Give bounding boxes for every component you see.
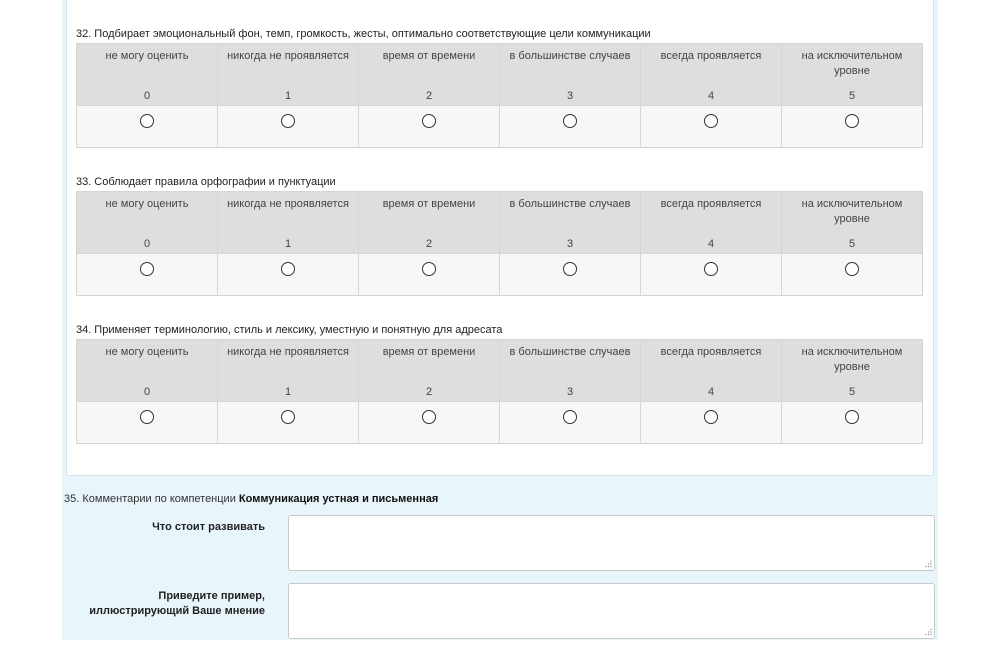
question-number: 33. (76, 176, 92, 188)
scale-header-cell (782, 340, 923, 402)
scale-label: никогда не проявляется (227, 50, 349, 62)
question-title (76, 27, 923, 43)
question-title (76, 175, 923, 191)
scale-value: 5 (848, 386, 856, 398)
question-number: 34. (76, 324, 92, 336)
scale-label: время от времени (382, 198, 476, 210)
question-number: 32. (76, 28, 92, 40)
radio-cell (77, 402, 218, 444)
scale-label: на исключительном уровне (801, 346, 903, 373)
scale-header-cell (359, 192, 500, 254)
radio-cell (218, 402, 359, 444)
scale-header-cell (218, 44, 359, 106)
radio-cell (500, 402, 641, 444)
question-text: Соблюдает правила орфографии и пунктуации (94, 176, 336, 188)
radio-cell (218, 254, 359, 296)
scale-header-cell (500, 340, 641, 402)
scale-label: не могу оценить (105, 198, 189, 210)
scale-header-cell (782, 44, 923, 106)
radio-cell (641, 106, 782, 148)
radio-cell (359, 106, 500, 148)
scale-value: 3 (566, 238, 574, 250)
question-33 (76, 175, 923, 296)
scale-header-cell (359, 44, 500, 106)
scale-value: 2 (425, 238, 433, 250)
rating-radio-2[interactable] (422, 262, 436, 276)
scale-value: 0 (143, 386, 151, 398)
radio-cell (359, 402, 500, 444)
scale-value: 1 (284, 238, 292, 250)
scale-value: 3 (566, 90, 574, 102)
radio-cell (500, 106, 641, 148)
rating-radio-2[interactable] (422, 114, 436, 128)
field-label-line1: Приведите пример, (158, 590, 265, 602)
rating-radio-1[interactable] (281, 410, 295, 424)
scale-label: никогда не проявляется (227, 346, 349, 358)
scale-label: не могу оценить (105, 346, 189, 358)
field-label-line2: иллюстрирующий Ваше мнение (89, 605, 265, 617)
develop-textarea[interactable] (288, 515, 935, 571)
rating-radio-5[interactable] (845, 410, 859, 424)
rating-radio-5[interactable] (845, 262, 859, 276)
rating-scale-table (76, 339, 923, 444)
comments-title (64, 493, 936, 507)
scale-label: в большинстве случаев (509, 346, 631, 358)
rating-scale-table (76, 191, 923, 296)
rating-scale-table (76, 43, 923, 148)
scale-value: 1 (284, 386, 292, 398)
scale-value: 5 (848, 90, 856, 102)
rating-radio-5[interactable] (845, 114, 859, 128)
scale-label: на исключительном уровне (801, 198, 903, 225)
rating-radio-4[interactable] (704, 114, 718, 128)
scale-label: не могу оценить (105, 50, 189, 62)
scale-header-cell (641, 192, 782, 254)
scale-value: 4 (707, 238, 715, 250)
scale-value: 0 (143, 90, 151, 102)
scale-header-cell (77, 44, 218, 106)
radio-cell (641, 254, 782, 296)
example-textarea[interactable] (288, 583, 935, 639)
scale-value: 5 (848, 238, 856, 250)
scale-label: время от времени (382, 346, 476, 358)
competency-name: Коммуникация устная и письменная (238, 493, 439, 505)
rating-radio-3[interactable] (563, 410, 577, 424)
resize-grip-icon[interactable] (924, 628, 932, 636)
scale-header-cell (641, 340, 782, 402)
field-label-text: Что стоит развивать (152, 521, 265, 533)
radio-cell (359, 254, 500, 296)
rating-radio-0[interactable] (140, 114, 154, 128)
scale-value: 1 (284, 90, 292, 102)
radio-cell (782, 402, 923, 444)
scale-header-cell (782, 192, 923, 254)
rating-radio-4[interactable] (704, 262, 718, 276)
rating-radio-0[interactable] (140, 262, 154, 276)
develop-field-label (65, 520, 265, 535)
scale-value: 4 (707, 90, 715, 102)
scale-header-cell (500, 192, 641, 254)
radio-cell (77, 106, 218, 148)
scale-label: в большинстве случаев (509, 50, 631, 62)
example-field-label (65, 589, 265, 619)
radio-cell (500, 254, 641, 296)
radio-cell (218, 106, 359, 148)
rating-radio-2[interactable] (422, 410, 436, 424)
scale-label: всегда проявляется (660, 198, 762, 210)
radio-cell (77, 254, 218, 296)
question-text: Подбирает эмоциональный фон, темп, громкость, жесты, оптимально соответствующие цели коммуникации (94, 28, 651, 40)
scale-header-cell (500, 44, 641, 106)
question-title (76, 323, 923, 339)
scale-value: 0 (143, 238, 151, 250)
comments-section (64, 493, 936, 507)
scale-header-cell (77, 340, 218, 402)
rating-radio-1[interactable] (281, 114, 295, 128)
radio-cell (782, 254, 923, 296)
scale-label: всегда проявляется (660, 346, 762, 358)
question-34 (76, 323, 923, 444)
scale-label: в большинстве случаев (509, 198, 631, 210)
scale-header-cell (77, 192, 218, 254)
comments-prefix: Комментарии по компетенции (82, 493, 236, 505)
scale-label: время от времени (382, 50, 476, 62)
rating-radio-0[interactable] (140, 410, 154, 424)
radio-cell (782, 106, 923, 148)
scale-header-cell (641, 44, 782, 106)
comments-number: 35. (64, 493, 80, 505)
scale-value: 2 (425, 386, 433, 398)
scale-value: 2 (425, 90, 433, 102)
radio-cell (641, 402, 782, 444)
scale-label: всегда проявляется (660, 50, 762, 62)
question-32 (76, 27, 923, 148)
rating-radio-4[interactable] (704, 410, 718, 424)
scale-value: 3 (566, 386, 574, 398)
scale-label: на исключительном уровне (801, 50, 903, 77)
scale-header-cell (218, 340, 359, 402)
rating-radio-1[interactable] (281, 262, 295, 276)
scale-label: никогда не проявляется (227, 198, 349, 210)
rating-radio-3[interactable] (563, 114, 577, 128)
scale-value: 4 (707, 386, 715, 398)
rating-radio-3[interactable] (563, 262, 577, 276)
scale-header-cell (218, 192, 359, 254)
scale-header-cell (359, 340, 500, 402)
resize-grip-icon[interactable] (924, 560, 932, 568)
question-text: Применяет терминологию, стиль и лексику, уместную и понятную для адресата (94, 324, 503, 336)
